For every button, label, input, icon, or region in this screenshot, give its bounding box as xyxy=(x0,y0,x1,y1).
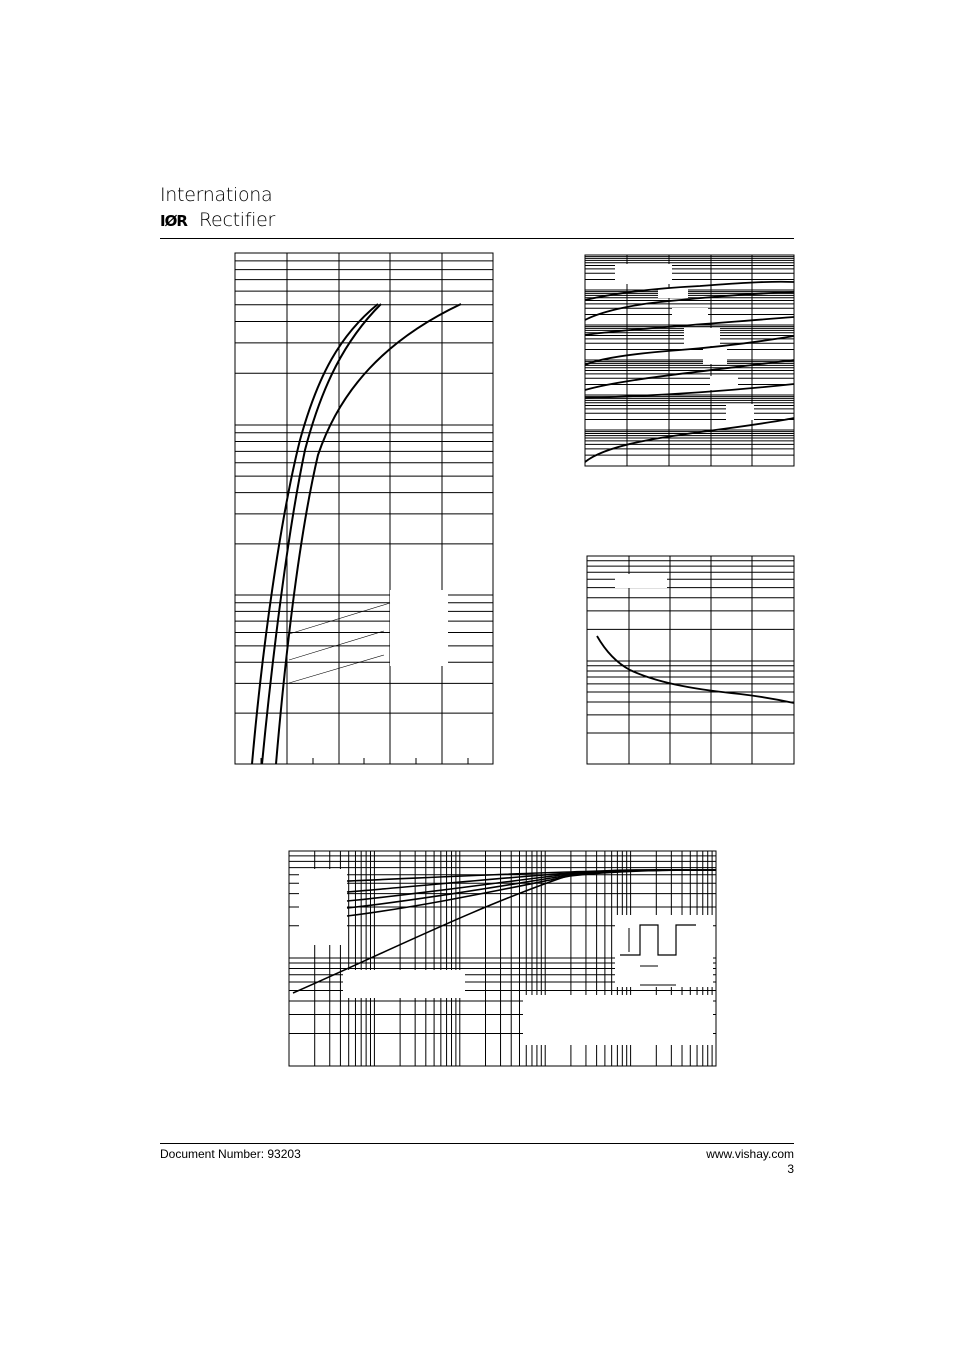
legend-area xyxy=(390,590,448,666)
label-box xyxy=(343,970,465,998)
temperature-curve-1 xyxy=(585,282,794,300)
page-number: 3 xyxy=(787,1162,794,1176)
label-box xyxy=(703,348,727,364)
figure-single-curve xyxy=(587,556,794,764)
label-box xyxy=(726,404,754,420)
label-box xyxy=(615,264,672,284)
label-box xyxy=(710,376,738,390)
document-number: Document Number: 93203 xyxy=(160,1147,301,1161)
single-curve xyxy=(597,636,794,703)
logo-text-international: Internationa xyxy=(160,184,273,206)
label-box xyxy=(658,288,688,298)
logo-mark: IØR xyxy=(160,212,187,230)
temperature-curve-6 xyxy=(585,384,794,398)
label-box xyxy=(615,574,667,588)
footer-rule xyxy=(160,1143,794,1144)
temperature-curve-5 xyxy=(585,360,794,390)
plot-frame xyxy=(235,253,493,764)
figure-temperature-curves xyxy=(585,255,794,466)
label-box xyxy=(684,328,720,346)
figure-forward-characteristics xyxy=(235,253,493,764)
label-box xyxy=(672,308,708,320)
legend-leader-line xyxy=(289,655,384,683)
website-link[interactable]: www.vishay.com xyxy=(706,1147,794,1161)
waveform-inset xyxy=(615,915,713,987)
figure-transient-thermal xyxy=(289,851,716,1066)
notes-box xyxy=(523,995,713,1045)
logo-text-rectifier: Rectifier xyxy=(199,209,275,231)
legend-box xyxy=(299,869,347,945)
